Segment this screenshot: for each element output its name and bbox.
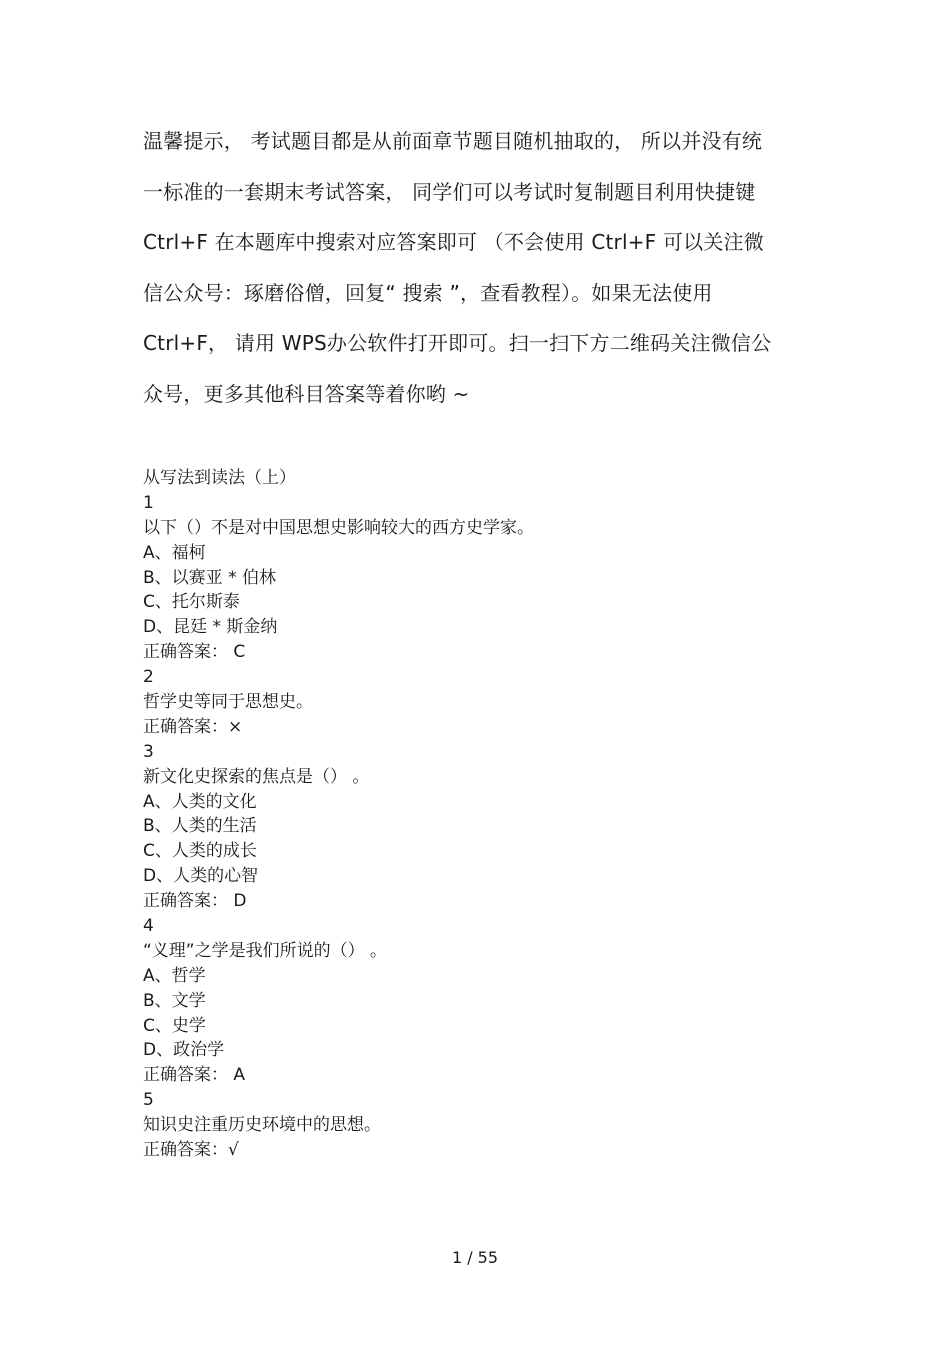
question-option: C、托尔斯泰 — [143, 592, 240, 613]
notice-line: 温馨提示， 考试题目都是从前面章节题目随机抽取的， 所以并没有统 — [143, 129, 763, 153]
question-option: B、人类的生活 — [143, 816, 257, 837]
correct-answer: 正确答案： D — [143, 891, 247, 912]
correct-answer: 正确答案：× — [143, 716, 243, 737]
question-option: D、昆廷 * 斯金纳 — [143, 617, 278, 638]
course-title: 从写法到读法（上） — [143, 468, 296, 488]
question-list — [143, 466, 808, 1163]
page-indicator: 1 / 55 — [451, 1248, 499, 1267]
question-option: B、文学 — [143, 990, 206, 1011]
question-number: 1 — [143, 492, 154, 513]
question-option: D、政治学 — [143, 1040, 225, 1061]
notice-paragraph — [143, 116, 808, 419]
question-option: A、福柯 — [143, 542, 206, 563]
notice-line: 信公众号：琢磨俗僧，回复“ 搜索 ”，查看教程）。如果无法使用 — [143, 280, 713, 305]
question-number: 4 — [143, 916, 154, 937]
question-option: B、以赛亚 * 伯林 — [143, 567, 276, 588]
question-number: 2 — [143, 667, 154, 688]
question-number: 3 — [143, 741, 154, 762]
notice-line: Ctrl+F 在本题库中搜索对应答案即可 （不会使用 Ctrl+F 可以关注微 — [143, 230, 764, 254]
notice-line: 众号，更多其他科目答案等着你哟 ~ — [143, 381, 470, 406]
question-option: D、人类的心智 — [143, 866, 259, 887]
question-option: A、哲学 — [143, 965, 206, 986]
question-option: C、人类的成长 — [143, 841, 257, 862]
question-stem: 哲学史等同于思想史。 — [143, 692, 313, 713]
question-stem: 以下（）不是对中国思想史影响较大的西方史学家。 — [143, 517, 534, 538]
question-stem: “义理”之学是我们所说的（） 。 — [143, 940, 388, 961]
correct-answer: 正确答案：√ — [143, 1140, 239, 1161]
correct-answer: 正确答案： C — [143, 642, 246, 663]
question-option: C、史学 — [143, 1015, 206, 1036]
question-stem: 新文化史探索的焦点是（） 。 — [143, 766, 370, 787]
notice-line: 一标准的一套期末考试答案， 同学们可以考试时复制题目利用快捷键 — [143, 179, 756, 204]
correct-answer: 正确答案： A — [143, 1065, 246, 1086]
question-option: A、人类的文化 — [143, 791, 257, 812]
question-stem: 知识史注重历史环境中的思想。 — [143, 1115, 381, 1136]
question-number: 5 — [143, 1090, 154, 1111]
notice-line: Ctrl+F， 请用 WPS办公软件打开即可。扫一扫下方二维码关注微信公 — [143, 331, 772, 355]
